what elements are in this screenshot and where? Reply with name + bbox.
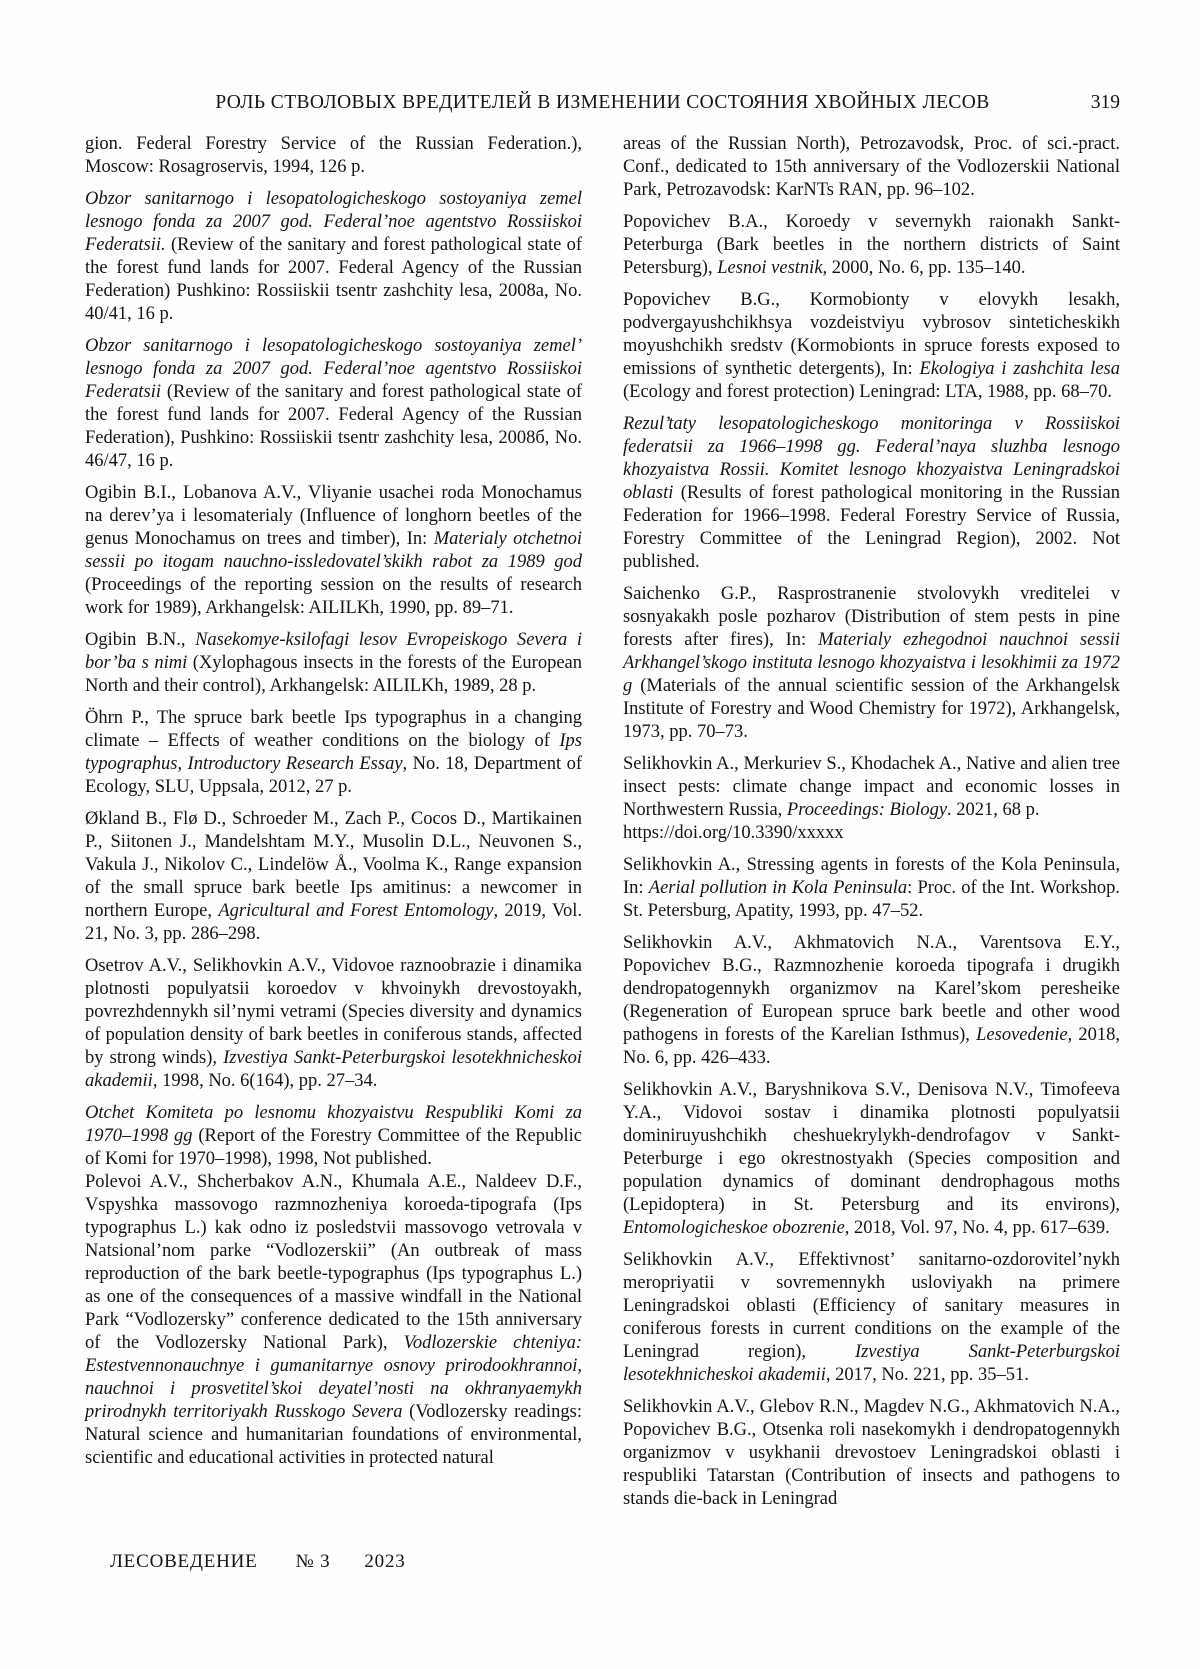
reference-title-italic: Materialy otchetnoi sessii po itogam nauchno-issledovatel’skikh rabot za 1989 god: [85, 529, 583, 572]
issue-number: № 3: [295, 1551, 331, 1572]
reference-text: , 2018, No. 6, pp. 426–433.: [623, 1025, 1121, 1068]
reference-title-italic: Proceedings: Biology: [786, 800, 948, 820]
reference-text: , 2017, No. 221, pp. 35–51.: [825, 1365, 1029, 1385]
reference-entry: [85, 188, 582, 326]
reference-text: (Proceedings of the reporting session on the results of research work for 1989), Arkhangelsk: AILILKh, 1990, pp. 89–71.: [85, 575, 582, 618]
reference-text: https://doi.org/10.3390/xxxxx: [623, 823, 844, 843]
reference-text: Selikhovkin A.V., Effektivnost’ sanitarno-ozdorovitel’nykh meropriyatii v sovremennykh usloviyakh na primere Leningradskoi oblasti (Efficiency of sanitary measures in coniferous forests in current conditions on the example of the Leningrad region),: [623, 1250, 1120, 1362]
reference-text: (Vodlozersky readings: Natural science and humanitarian foundations of environmental, scientific and educational activities in protected natural: [85, 1402, 582, 1468]
reference-title-italic: Aerial pollution in Kola Peninsula: [648, 878, 908, 898]
reference-text: Öhrn P., The spruce bark beetle Ips typographus in a changing climate – Effects of weather conditions on the biology of: [85, 708, 582, 751]
journal-name: ЛЕСОВЕДЕНИЕ: [110, 1551, 258, 1572]
reference-text: (Report of the Forestry Committee of the Republic of Komi for 1970–1998), 1998, Not published.: [85, 1126, 583, 1169]
reference-title-italic: Izvestiya Sankt-Peterburgskoi lesotekhnicheskoi akademii: [85, 1048, 582, 1091]
reference-text: (Review of the sanitary and forest pathological state of the forest fund lands for 2007. Federal Agency of the Russian Federation) Pushkino: Rossiiskii tsentr zashchity lesa, 2008a, No. 40/41, 16 p.: [85, 235, 582, 324]
reference-entry: [85, 1171, 582, 1470]
publication-year: 2023: [364, 1551, 406, 1572]
page-number: 319: [1090, 92, 1120, 113]
references-right-column: [623, 133, 1120, 1520]
reference-entry: [623, 1249, 1120, 1387]
reference-text: Selikhovkin A.V., Glebov R.N., Magdev N.G., Akhmatovich N.A., Popovichev B.G., Otsenka roli nasekomykh i dendropatogennykh organizmov v usykhanii drevostoev Leningradskoi oblasti i respubliki Tatarstan (Contribution of insects and pathogens to stands die-back in Leningrad: [623, 1397, 1120, 1509]
reference-text: Økland B., Flø D., Schroeder M., Zach P., Cocos D., Martikainen P., Siitonen J., Mandelshtam M.Y., Musolin D.L., Neuvonen S., Vakula J., Nikolov C., Lindelöw Å., Voolma K., Range expansion of the small spruce bark beetle Ips amitinus: a newcomer in northern Europe,: [85, 809, 582, 921]
reference-text: Selikhovkin A., Stressing agents in forests of the Kola Peninsula, In:: [623, 855, 1120, 898]
reference-title-italic: Entomologicheskoe obozrenie: [623, 1218, 845, 1238]
reference-title-italic: Lesnoi vestnik: [717, 258, 823, 278]
reference-entry: [623, 583, 1120, 744]
reference-text: Polevoi A.V., Shcherbakov A.N., Khumala A.E., Naldeev D.F., Vspyshka massovogo razmnozheniya koroeda-tipografa (Ips typographus L.) kak odno iz posledstvii massovogo vetrovala v Natsional’nom parke “Vodlozerskii” (An outbreak of mass reproduction of the bark beetle-typographus (Ips typographus L.) as one of the consequences of a massive windfall in the National Park “Vodlozersky” conference dedicated to the 15th anniversary of the Vodlozersky National Park),: [85, 1172, 582, 1353]
running-header: [85, 92, 1120, 116]
reference-text: , 2018, Vol. 97, No. 4, pp. 617–639.: [844, 1218, 1110, 1238]
reference-entry: [85, 133, 582, 179]
reference-title-italic: Rezul’taty lesopatologicheskogo monitoringa v Rossiiskoi federatsii za 1966–1998 gg. Federal’naya sluzhba lesnogo khozyaistva Rossii. Komitet lesnogo khozyaistva Leningradskoi oblasti: [623, 414, 1120, 503]
reference-text: Osetrov A.V., Selikhovkin A.V., Vidovoe raznoobrazie i dinamika plotnosti populyatsii koroedov v khvoinykh drevostoyakh, povrezhdennykh sil’nymi vetrami (Species diversity and dynamics of population density of bark beetles in coniferous stands, affected by strong winds),: [85, 956, 582, 1068]
reference-entry: [623, 289, 1120, 404]
reference-text: Ogibin B.I., Lobanova A.V., Vliyanie usachei roda Monochamus na derev’ya i lesomaterialy (Influence of longhorn beetles of the genus Monochamus on trees and timber), In:: [85, 483, 582, 549]
reference-text: Popovichev B.A., Koroedy v severnykh raionakh Sankt-Peterburga (Bark beetles in the northern districts of Saint Petersburg),: [623, 212, 1120, 278]
reference-text: , 2000, No. 6, pp. 135–140.: [822, 258, 1026, 278]
reference-entry: [85, 955, 582, 1093]
reference-title-italic: Ips typographus, Introductory Research Essay: [85, 731, 582, 774]
reference-title-italic: Obzor sanitarnogo i lesopatologicheskogo sostoyaniya zemel lesnogo fonda za 2007 god. Federal’noe agentstvo Rossiiskoi Federatsii.: [85, 189, 582, 255]
running-head-title: РОЛЬ СТВОЛОВЫХ ВРЕДИТЕЛЕЙ В ИЗМЕНЕНИИ СОСТОЯНИЯ ХВОЙНЫХ ЛЕСОВ: [215, 92, 990, 113]
reference-text: Saichenko G.P., Rasprostranenie stvolovykh vreditelei v sosnyakakh posle pozharov (Distribution of stem pests in pine forests after fires), In:: [623, 584, 1120, 650]
references-section: [85, 133, 1120, 1520]
reference-entry: [623, 211, 1120, 280]
reference-text: , No. 18, Department of Ecology, SLU, Uppsala, 2012, 27 p.: [85, 754, 582, 797]
reference-text: (Xylophagous insects in the forests of the European North and their control), Arkhangelsk: AILILKh, 1989, 28 p.: [85, 653, 582, 696]
reference-entry: [85, 629, 582, 698]
reference-entry: [623, 1079, 1120, 1240]
reference-title-italic: Vodlozerskie chteniya: Estestvennonauchnye i gumanitarnye osnovy prirodookhrannoi, nauchnoi i prosvetitel’skoi deyatel’nosti na okhranyaemykh prirodnykh territoriyakh Russkogo Severa: [85, 1333, 582, 1422]
reference-text: (Materials of the annual scientific session of the Arkhangelsk Institute of Forestry and Wood Chemistry for 1972), Arkhangelsk, 1973, pp. 70–73.: [623, 676, 1120, 742]
reference-text: areas of the Russian North), Petrozavodsk, Proc. of sci.-pract. Conf., dedicated to 15th anniversary of the Vodlozerskii National Park, Petrozavodsk: KarNTs RAN, pp. 96–102.: [623, 134, 1120, 200]
reference-text: (Review of the sanitary and forest pathological state of the forest fund lands for 2007. Federal Agency of the Russian Federation), Pushkino: Rossiiskii tsentr zashchity lesa, 2008б, No. 46/47, 16 p.: [85, 382, 582, 471]
reference-title-italic: Agricultural and Forest Entomology: [218, 901, 494, 921]
reference-entry: [623, 413, 1120, 574]
reference-text: . 2021, 68 p.: [947, 800, 1040, 820]
reference-title-italic: Nasekomye-ksilofagi lesov Evropeiskogo Severa i bor’ba s nimi: [85, 630, 582, 673]
page-footer: [110, 1551, 406, 1573]
reference-text: Ogibin B.N.,: [85, 630, 196, 650]
reference-entry: [623, 1396, 1120, 1511]
reference-title-italic: Izvestiya Sankt-Peterburgskoi lesotekhnicheskoi akademii: [623, 1342, 1120, 1385]
reference-entry: [623, 932, 1120, 1070]
reference-title-italic: Obzor sanitarnogo i lesopatologicheskogo sostoyaniya zemel’ lesnogo fonda za 2007 god. Federal’noe agentstvo Rossiiskoi Federatsii: [85, 336, 582, 402]
reference-title-italic: Materialy ezhegodnoi nauchnoi sessii Arkhangel’skogo instituta lesnogo khozyaistva i lesokhimii za 1972 g: [623, 630, 1121, 696]
reference-title-italic: Otchet Komiteta po lesnomu khozyaistvu Respubliki Komi za 1970–1998 gg: [85, 1103, 582, 1146]
reference-text: (Ecology and forest protection) Leningrad: LTA, 1988, pp. 68–70.: [623, 382, 1113, 402]
reference-text: , 2019, Vol. 21, No. 3, pp. 286–298.: [85, 901, 582, 944]
reference-text: gion. Federal Forestry Service of the Russian Federation.), Moscow: Rosagroservis, 1994, 126 p.: [85, 134, 582, 177]
reference-text: : Proc. of the Int. Workshop. St. Petersburg, Apatity, 1993, pp. 47–52.: [623, 878, 1120, 921]
reference-text: Selikhovkin A.V., Baryshnikova S.V., Denisova N.V., Timofeeva Y.A., Vidovoi sostav i dinamika plotnosti populyatsii dominiruyushchikh cheshuekrylykh-dendrofagov v Sankt-Peterburge i ego okrestnostyakh (Species composition and population dynamics of dominant dendrophagous moths (Lepidoptera) in St. Petersburg and its environs),: [623, 1080, 1120, 1215]
reference-entry: [85, 1102, 582, 1171]
reference-entry: [85, 482, 582, 620]
reference-text: (Results of forest pathological monitoring in the Russian Federation for 1966–1998. Federal Forestry Service of Russia, Forestry Committee of the Leningrad Region), 2002. Not published.: [623, 483, 1120, 572]
reference-title-italic: Ekologiya i zashchita lesa: [919, 359, 1120, 379]
reference-entry: [623, 753, 1120, 845]
reference-entry: [623, 133, 1120, 202]
reference-text: Popovichev B.G., Kormobionty v elovykh lesakh, podvergayushchikhsya vozdeistviyu vybrosov sinteticheskikh moyushchikh sredstv (Kormobionts in spruce forests exposed to emissions of synthetic detergents), In:: [623, 290, 1120, 379]
reference-entry: [85, 335, 582, 473]
reference-text: Selikhovkin A., Merkuriev S., Khodachek A., Native and alien tree insect pests: climate change impact and economic losses in Northwestern Russia,: [623, 754, 1120, 820]
reference-entry: [85, 707, 582, 799]
reference-text: Selikhovkin A.V., Akhmatovich N.A., Varentsova E.Y., Popovichev B.G., Razmnozhenie koroeda tipografa i drugikh dendropatogennykh organizmov na Karel’skom peresheike (Regeneration of European spruce bark beetle and other wood pathogens in forests of the Karelian Isthmus),: [623, 933, 1120, 1045]
reference-text: , 1998, No. 6(164), pp. 27–34.: [152, 1071, 378, 1091]
references-left-column: [85, 133, 582, 1520]
reference-entry: [85, 808, 582, 946]
reference-title-italic: Lesovedenie: [976, 1025, 1068, 1045]
reference-entry: [623, 854, 1120, 923]
